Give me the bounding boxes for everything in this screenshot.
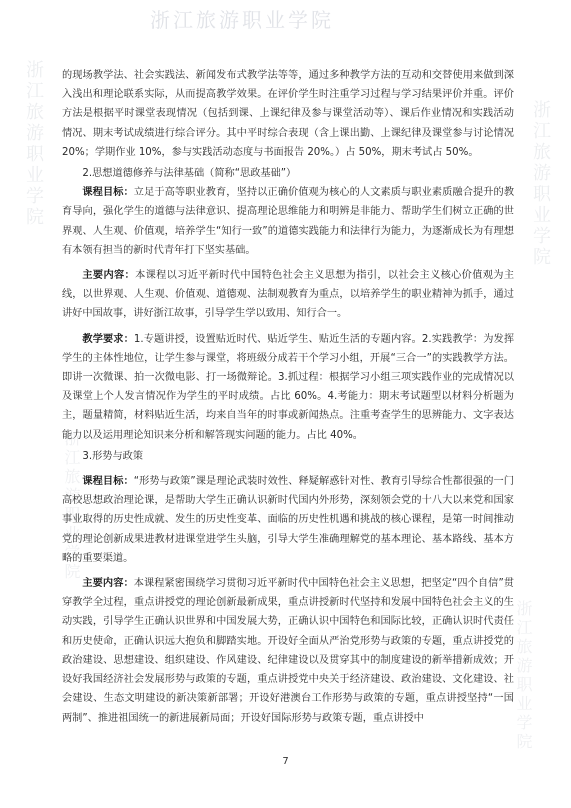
text-teaching-requirements: 1.专题讲授，设置贴近时代、贴近学生、贴近生活的专题内容。2.实践教学：为发挥学生的主体性地位，让学生参与课堂，将班级分成若干个学习小组，开展“三合一”的实践教学方法。即讲一次微课、拍一次微电影、打一场微辩论。3.抓过程：根据学习小组三项实践作业的完成情况以及课堂上个人发言情况作为学生的平时成绩。占比 60%。4.考能力：期末考试题型以材料分析题为主，题量精简，材料贴近生活，均来自当年的时事或新闻热点。注重考查学生的思辨能力、文字表达能力以及运用理论知识来分析和解答现实问题的能力。占比 40%。	[62, 333, 515, 441]
paragraph-course-goal-ethics	[62, 183, 514, 260]
text-course-goal: “形势与政策”课是理论武装时效性、释疑解惑针对性、教育引导综合性都很强的一门高校思想政治理论课，是帮助大学生正确认识新时代国内外形势，深刻领会党的十八大以来党和国家事业取得的历史性成就、发生的历史性变革、面临的历史性机遇和挑战的核心课程，是第一时间推动党的理论创新成果进教材进课堂进学生头脑，引导大学生准确理解党的基本理论、基本路线、基本方略的重要渠道。	[62, 476, 514, 564]
text-course-goal: 立足于高等职业教育，坚持以正确价值观为核心的人文素质与职业素质融合提升的教育导向，强化学生的道德与法律意识、提高理论思维能力和明辨是非能力、帮助学生们树立正确的世界观、人生观、价值观，培养学生“知行一致”的道德实践能力和法律行为能力，为逐渐成长为有理想有本领有担当的新时代青年打下坚实基础。	[62, 187, 515, 256]
label-teaching-requirements: 教学要求：	[82, 333, 134, 345]
label-main-content: 主要内容：	[82, 270, 136, 282]
text-main-content: 本课程紧密围绕学习贯彻习近平新时代中国特色社会主义思想，把坚定“四个自信”贯穿教学全过程，重点讲授党的理论创新最新成果，重点讲授新时代坚持和发展中国特色社会主义的生动实践，引导学生正确认识世界和中国发展大势，正确认识中国特色和国际比较，正确认识时代责任和历史使命，正确认识远大抱负和脚踏实地。开设好全面从严治党形势与政策的专题，重点讲授党的政治建设、思想建设、组织建设、作风建设、纪律建设以及贯穿其中的制度建设的新举措新成效；开设好我国经济社会发展形势与政策的专题，重点讲授党中央关于经济建设、政治建设、文化建设、社会建设、生态文明建设的新决策新部署；开设好港澳台工作形势与政策的专题，重点讲授坚持“一国两制”、推进祖国统一的新进展新局面；开设好国际形势与政策专题，重点讲授中	[62, 578, 514, 724]
watermark-left: 浙江旅游职业学院	[23, 60, 44, 228]
page-number: 7	[282, 756, 289, 767]
watermark-middle-right: 浙江旅游职业学院	[514, 600, 533, 752]
label-course-goal: 课程目标：	[82, 187, 134, 199]
section-heading-ethics-law: 2.思想道德修养与法律基础（简称“思政基础”）	[82, 168, 297, 180]
paragraph-main-content-policy	[62, 574, 514, 728]
document-body	[62, 66, 514, 728]
watermark-middle-left: 浙江旅游职业学院	[62, 430, 81, 582]
paragraph-evaluation: 的现场教学法、社会实践法、新闻发布式教学法等等，通过多种教学方法的互动和交替使用来做到深入浅出和理论联系实际，从而提高教学效果。在评价学生时注重学习过程与学习结果评价并重。评价方法是根据平时课堂表现情况（包括到课、上课纪律及参与课堂活动等）、课后作业情况和实践活动情况、期末考试成绩进行综合评分。其中平时综合表现（含上课出勤、上课纪律及课堂参与讨论情况 20%；学期作业 10%，参与实践活动态度与书面报告 20%。）占 50%，期末考试占 50%。	[62, 70, 514, 158]
label-course-goal: 课程目标：	[82, 476, 134, 488]
paragraph-main-content-ethics	[62, 266, 514, 324]
paragraph-course-goal-policy	[62, 472, 514, 568]
watermark-right: 浙江旅游职业学院	[530, 100, 551, 268]
watermark-top: 浙江旅游职业学院	[150, 8, 334, 32]
text-main-content: 本课程以习近平新时代中国特色社会主义思想为指引，以社会主义核心价值观为主线，以世界观、人生观、价值观、道德观、法制观教育为重点，以培养学生的职业精神为抓手，通过讲好中国故事，讲好浙江故事，引导学生学以致用、知行合一。	[62, 270, 515, 320]
section-heading-situation-policy: 3.形势与政策	[82, 450, 144, 462]
paragraph-teaching-requirements	[62, 330, 514, 445]
label-main-content: 主要内容：	[82, 578, 134, 590]
